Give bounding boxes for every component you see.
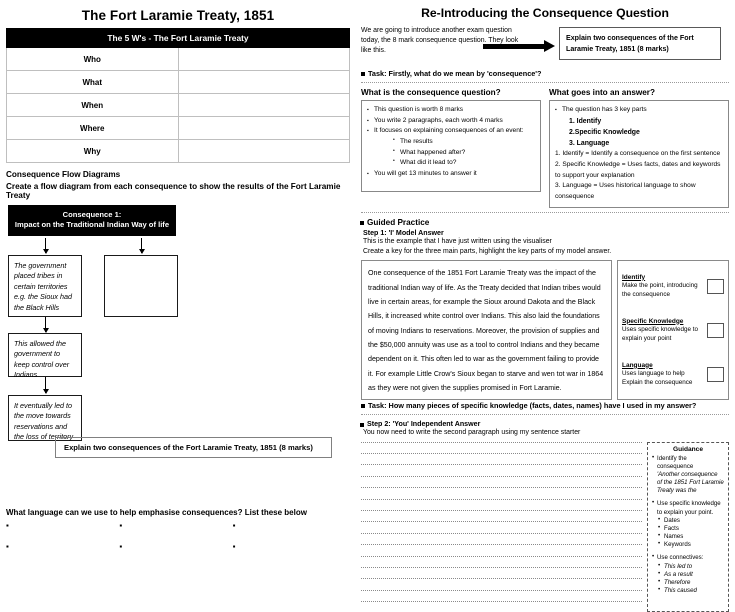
table-header-row (7, 29, 350, 48)
flow-arrow-down-icon (45, 317, 46, 332)
writing-line[interactable] (361, 544, 642, 555)
step2-note: You now need to write the second paragraph using my sentence starter (363, 429, 581, 437)
row-label-what: What (7, 71, 179, 94)
guidance-sub-keywords: • Keywords (652, 541, 724, 549)
flow-arrow-down-icon (45, 238, 46, 253)
writing-line[interactable] (361, 533, 642, 544)
key-colour-swatch-identify[interactable] (707, 279, 724, 294)
flow-arrow-down-icon (45, 377, 46, 393)
answer-explanation-3: 3. Language = Uses historical language to show consequence (555, 182, 696, 200)
table-row (7, 117, 350, 140)
flow-section-heading: Consequence Flow Diagrams (6, 170, 121, 179)
square-bullet-icon (361, 72, 365, 76)
divider (361, 414, 729, 415)
exam-question-box-right: Explain two consequences of the Fort Laramie Treaty, 1851 (8 marks) (559, 27, 721, 60)
row-answer-who[interactable] (178, 48, 350, 71)
independent-answer-row (359, 442, 731, 612)
square-bullet-icon (360, 423, 364, 427)
flow-box-3[interactable]: This allowed the government to keep control over Indians (8, 333, 82, 377)
list-item: • What happened after? (393, 148, 535, 159)
list-item: • The results (393, 137, 535, 148)
flow-section-instruction: Create a flow diagram from each consequence to show the results of the Fort Laramie Treaty (6, 182, 341, 200)
list-item[interactable]: ▪ (119, 521, 123, 530)
guidance-connective-4: • This caused (652, 587, 724, 595)
guidance-item-1: • Identify the consequence (652, 455, 724, 471)
flow-box-1[interactable]: The government placed tribes in certain territories e.g. the Sioux had the Black Hills (8, 255, 82, 317)
consequence-sub-list (393, 137, 535, 169)
task-label-1: Task: Firstly, what do we mean by 'consequence'? (368, 69, 542, 78)
row-label-who: Who (7, 48, 179, 71)
list-item[interactable]: ▪ (119, 542, 123, 551)
key-item-language (622, 362, 724, 387)
answer-parts-body (549, 100, 729, 208)
step2-heading (360, 420, 731, 428)
writing-line[interactable] (361, 590, 642, 601)
step1-note-1: This is the example that I have just written using the visualiser (363, 237, 552, 245)
intro-text: We are going to introduce another exam question today, the 8 mark consequence question. They look like this. (361, 27, 519, 54)
writing-line[interactable] (361, 521, 642, 532)
row-label-why: Why (7, 140, 179, 163)
flow-arrow-down-icon (141, 238, 142, 253)
row-label-when: When (7, 94, 179, 117)
guidance-connective-2: • As a result (652, 571, 724, 579)
flow-box-2[interactable] (104, 255, 178, 317)
list-item: ▪ It focuses on explaining consequences of an event: (367, 126, 535, 137)
writing-line[interactable] (361, 510, 642, 521)
list-item[interactable]: ▪ (6, 542, 9, 551)
answer-key-panel (617, 260, 729, 400)
square-bullet-icon (361, 404, 365, 408)
key-desc-identify: Make the point, introducing the consequence (622, 282, 698, 298)
guidance-connective-3: • Therefore (652, 579, 724, 587)
answer-part-2: 2.Specific Knowledge (569, 128, 640, 136)
key-item-identify (622, 274, 724, 299)
row-label-where: Where (7, 117, 179, 140)
language-prompt: What language can we use to help emphasise consequences? List these below (6, 508, 307, 517)
answer-explanation-1: 1. Identify = Identify a consequence on the first sentence (555, 150, 721, 158)
step2-title: Step 2: 'You' Independent Answer (367, 420, 481, 429)
key-desc-specific-knowledge: Uses specific knowledge to explain your point (622, 326, 698, 342)
row-answer-why[interactable] (178, 140, 350, 163)
key-title-language: Language (622, 361, 653, 369)
square-bullet-icon (360, 221, 364, 225)
consequence-banner-line1: Consequence 1: (62, 210, 122, 219)
guidance-title: Guidance (672, 445, 704, 453)
writing-line[interactable] (361, 476, 642, 487)
answer-explanation-2: 2. Specific Knowledge = Uses facts, dates and keywords to support your explanation (555, 160, 721, 179)
writing-line[interactable] (361, 499, 642, 510)
guidance-box (647, 442, 729, 612)
list-item: • What did it lead to? (393, 158, 535, 169)
model-answer-text: One consequence of the 1851 Fort Laramie Treaty was the impact of the traditional Indian way of life. As the Treaty decided that Indian tribes would live in certain areas, for example the Sioux around Dakota and the Black Hills, it increased white control over Indians. This also laid the foundations of moving Indians to reservations. Moreover, the provision of supplies and the $50,000 annuity was use as a tool to control Indians and they became dependent on it. This often led to war as the government failing to provide it. For example Little Crow's Sioux began to starve and wen tot war in 1864 as they were not given the supplies promised in Fort Laramie. (368, 269, 604, 392)
divider (361, 82, 729, 83)
intro-row (359, 24, 731, 68)
key-colour-swatch-language[interactable] (707, 367, 724, 382)
task-label-2: Task: How many pieces of specific knowledge (facts, dates, names) have I used in my answer? (368, 401, 697, 411)
list-item: ▪ You write 2 paragraphs, each worth 4 marks (367, 116, 535, 127)
arrow-right-icon (483, 44, 545, 49)
guidance-item-3: • Use connectives: (652, 554, 724, 562)
writing-line[interactable] (361, 464, 642, 475)
table-row (7, 48, 350, 71)
writing-line[interactable] (361, 556, 642, 567)
info-boxes-row (359, 88, 731, 208)
right-column (356, 0, 735, 594)
consequence-question-body (361, 100, 541, 192)
writing-lines[interactable] (361, 442, 642, 612)
list-item: ▪ This question is worth 8 marks (367, 105, 535, 116)
guidance-item-2: • Use specific knowledge to explain your point. (652, 500, 724, 516)
guidance-sub-facts: • Facts (652, 525, 724, 533)
list-item[interactable]: ▪ (232, 542, 236, 551)
language-bullet-grid (6, 522, 346, 551)
list-item[interactable]: ▪ (6, 521, 9, 530)
key-colour-swatch-specific-knowledge[interactable] (707, 323, 724, 338)
table-row (7, 71, 350, 94)
five-ws-table (6, 28, 350, 163)
writing-line[interactable] (361, 601, 642, 612)
page-title: The Fort Laramie Treaty, 1851 (81, 8, 275, 23)
step1-note-2: Create a key for the three main parts, highlight the key parts of my model answer. (363, 247, 612, 255)
writing-line[interactable] (361, 567, 642, 578)
answer-part-1: 1. Identify (569, 117, 602, 125)
answer-parts-title: What goes into an answer? (549, 88, 655, 97)
writing-line[interactable] (361, 442, 642, 453)
divider (361, 212, 729, 213)
task-line-1 (361, 69, 731, 78)
table-row (7, 140, 350, 163)
task-line-2 (361, 401, 731, 410)
model-answer-row (359, 260, 731, 400)
guidance-item-1-quote: 'Another consequence of the 1851 Fort Laramie Treaty was the (657, 470, 724, 495)
writing-line[interactable] (361, 453, 642, 464)
guidance-connective-1: • This led to (652, 563, 724, 571)
key-item-specific-knowledge (622, 318, 724, 343)
table-header-label: The 5 W's - The Fort Laramie Treaty (7, 29, 350, 48)
row-answer-when[interactable] (178, 94, 350, 117)
left-column (0, 0, 356, 551)
key-desc-language: Uses language to help Explain the consequence (622, 370, 693, 386)
key-title-identify: Identify (622, 273, 646, 281)
list-item: ▪ The question has 3 key parts (555, 105, 723, 116)
right-panel-title: Re-Introducing the Consequence Question (421, 6, 669, 20)
guided-practice-label: Guided Practice (367, 217, 430, 227)
writing-line[interactable] (361, 487, 642, 498)
list-item[interactable]: ▪ (232, 521, 236, 530)
step1-title: Step 1: 'I' Model Answer (363, 228, 444, 237)
consequence-banner-line2: Impact on the Traditional Indian Way of life (14, 220, 170, 230)
answer-parts-box (549, 88, 729, 208)
key-title-specific-knowledge: Specific Knowledge (622, 317, 684, 325)
consequence-question-box (361, 88, 541, 208)
consequence-banner (8, 205, 176, 236)
writing-line[interactable] (361, 578, 642, 589)
list-item: ▪ You will get 13 minutes to answer it (367, 169, 535, 180)
exam-question-box-left: Explain two consequences of the Fort Laramie Treaty, 1851 (8 marks) (55, 437, 332, 458)
consequence-flow-diagram (6, 205, 350, 470)
model-answer-box[interactable] (361, 260, 612, 400)
row-answer-where[interactable] (178, 117, 350, 140)
answer-part-3: 3. Language (569, 140, 610, 148)
guidance-sub-names: • Names (652, 533, 724, 541)
row-answer-what[interactable] (178, 71, 350, 94)
guided-practice-heading (360, 218, 731, 227)
flow-box-4[interactable]: It eventually led to the move towards reservations and the loss of territory (8, 395, 82, 441)
table-row (7, 94, 350, 117)
consequence-question-title: What is the consequence question? (361, 88, 501, 97)
guidance-sub-dates: • Dates (652, 517, 724, 525)
